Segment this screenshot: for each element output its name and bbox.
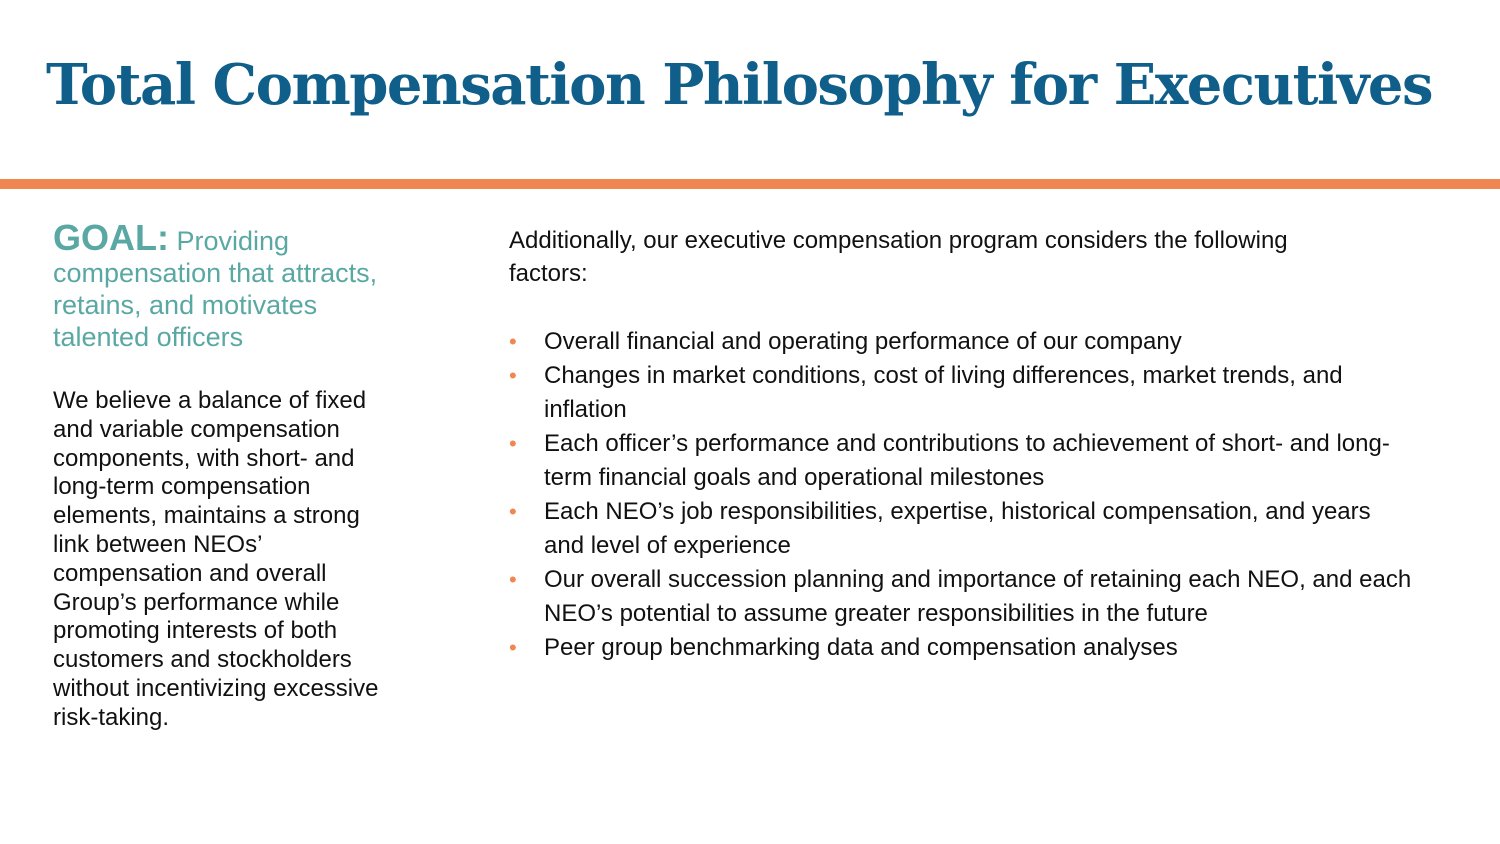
bullet-icon: • — [509, 635, 517, 660]
list-item — [509, 563, 1414, 631]
factor-text: Changes in market conditions, cost of living differences, market trends, and inflation — [544, 362, 1343, 423]
factor-text: Each NEO’s job responsibilities, expertise, historical compensation, and years and level of experience — [544, 498, 1371, 559]
factors-list — [509, 325, 1412, 665]
slide-title: Total Compensation Philosophy for Executives — [46, 52, 1433, 118]
bullet-icon: • — [509, 329, 517, 354]
factor-text: Overall financial and operating performance of our company — [544, 328, 1182, 355]
bullet-icon: • — [509, 431, 517, 456]
goal-statement — [53, 217, 393, 353]
factors-intro: Additionally, our executive compensation program considers the following factors: — [509, 227, 1288, 287]
list-item — [509, 325, 1414, 359]
list-item — [509, 495, 1414, 563]
goal-column — [53, 217, 393, 733]
bullet-icon: • — [509, 567, 517, 592]
factor-text: Each officer’s performance and contributions to achievement of short- and long-term financial goals and operational milestones — [544, 430, 1390, 491]
bullet-icon: • — [509, 499, 517, 524]
factor-text: Our overall succession planning and importance of retaining each NEO, and each NEO’s potential to assume greater responsibilities in the future — [544, 566, 1412, 627]
list-item — [509, 427, 1414, 495]
factor-text: Peer group benchmarking data and compensation analyses — [544, 634, 1178, 661]
accent-divider — [0, 179, 1500, 189]
belief-paragraph: We believe a balance of fixed and variable compensation components, with short- and long-term compensation elements, maintains a strong link between NEOs’ compensation and overall Group’s performance while promoting interests of both customers and stockholders without incentivizing excessive risk-taking. — [53, 387, 379, 731]
goal-text: Providing compensation that attracts, retains, and motivates talented officers — [53, 226, 378, 352]
list-item — [509, 359, 1414, 427]
bullet-icon: • — [509, 363, 517, 388]
goal-label: GOAL: — [53, 217, 169, 258]
factors-column — [509, 224, 1412, 665]
list-item — [509, 631, 1414, 665]
